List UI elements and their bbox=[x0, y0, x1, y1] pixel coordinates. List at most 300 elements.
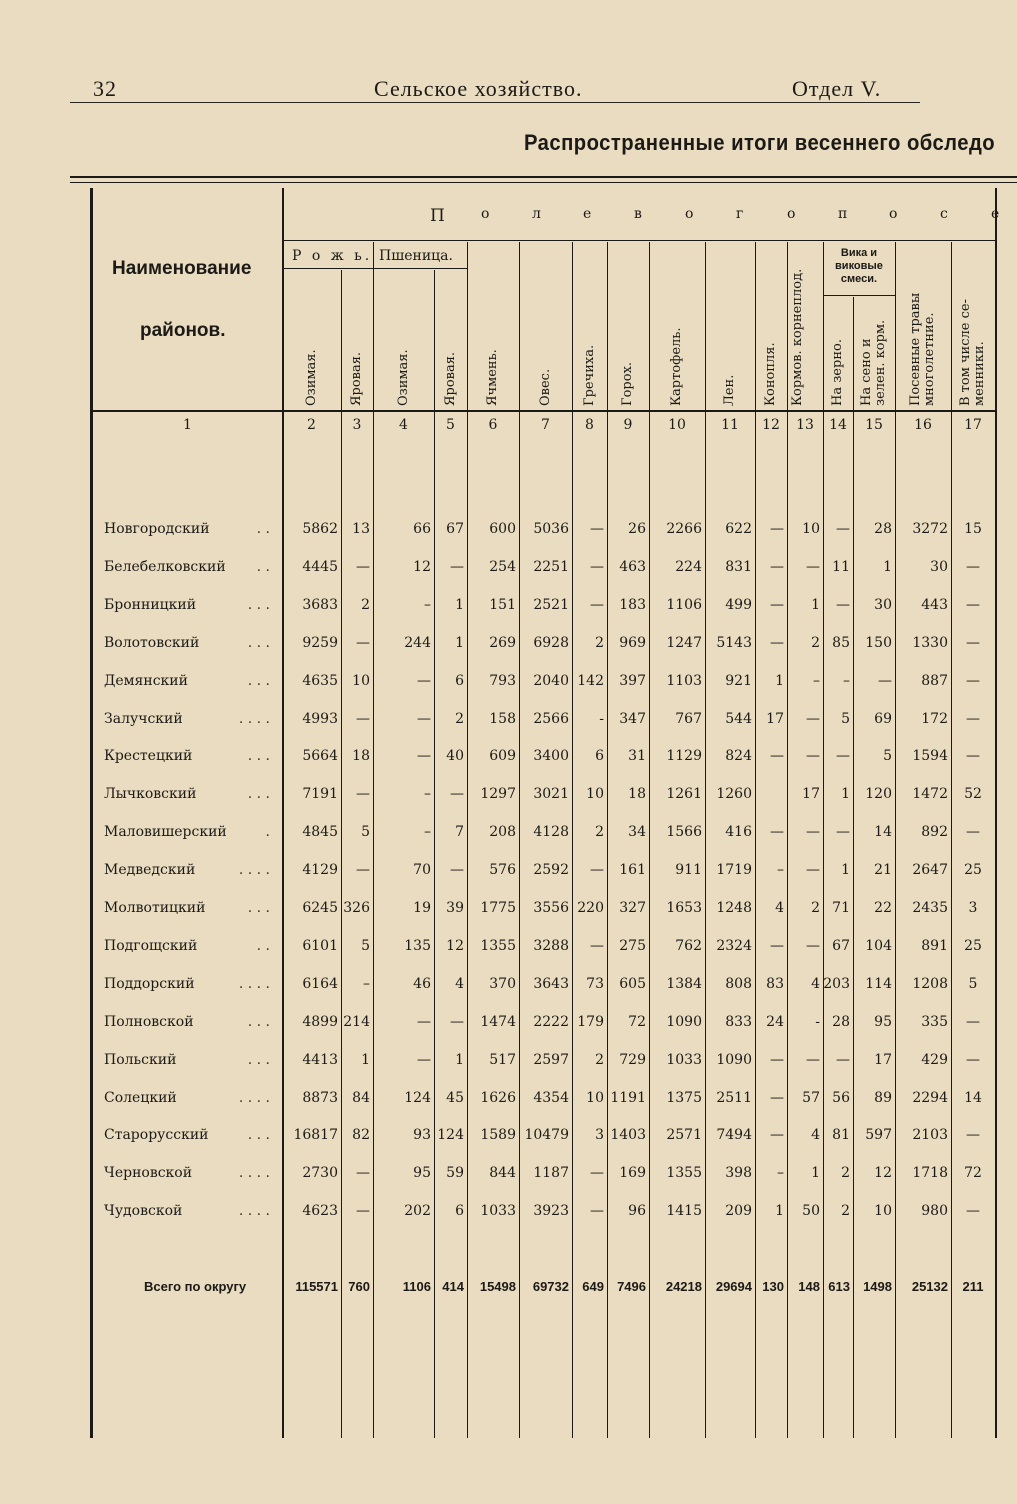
table-cell: 2103 bbox=[912, 1127, 948, 1144]
table-cell: 2294 bbox=[912, 1089, 948, 1106]
leader-dots: . . . bbox=[247, 596, 270, 613]
table-cell: 622 bbox=[725, 521, 752, 537]
table-cell: 5 bbox=[883, 748, 892, 765]
leader-dots: . . . bbox=[247, 786, 270, 803]
table-cell: 114 bbox=[865, 975, 892, 992]
table-cell: 11 bbox=[832, 558, 850, 575]
table-cell: 4993 bbox=[302, 710, 338, 727]
table-cell: 1474 bbox=[480, 1013, 516, 1030]
spread-letter: п bbox=[838, 206, 848, 222]
table-cell: — bbox=[450, 1013, 464, 1030]
table-cell: — bbox=[450, 862, 464, 879]
column-number: 11 bbox=[721, 417, 739, 433]
table-cell: 416 bbox=[725, 824, 752, 841]
table-cell: 1375 bbox=[666, 1089, 702, 1106]
table-cell: 2 bbox=[595, 1051, 604, 1068]
table-row bbox=[0, 635, 1017, 665]
table-cell: 517 bbox=[489, 1051, 516, 1068]
leader-dots: . . bbox=[256, 937, 270, 954]
district-name: Солецкий bbox=[104, 1089, 177, 1106]
table-cell: 1033 bbox=[666, 1051, 702, 1068]
table-cell: 3 bbox=[595, 1127, 604, 1144]
table-cell: — bbox=[806, 862, 820, 879]
table-cell: 40 bbox=[446, 748, 464, 765]
table-cell: 1 bbox=[775, 1203, 784, 1220]
table-cell: 398 bbox=[725, 1165, 752, 1182]
vetch-group-header: Вика и виковые смеси. bbox=[835, 247, 883, 285]
table-cell: — bbox=[966, 748, 980, 765]
table-cell: — bbox=[417, 1013, 431, 1030]
table-cell: — bbox=[356, 558, 370, 575]
table-cell: 4845 bbox=[302, 824, 338, 841]
table-cell: 414 bbox=[442, 1279, 464, 1294]
table-cell: 24 bbox=[766, 1013, 784, 1030]
table-cell: 1106 bbox=[402, 1279, 431, 1294]
table-cell: 5664 bbox=[302, 748, 338, 765]
spread-letter: П bbox=[430, 206, 445, 226]
table-cell: 980 bbox=[921, 1203, 948, 1220]
table-cell: 370 bbox=[489, 975, 516, 992]
column-number: 14 bbox=[829, 417, 847, 433]
table-cell: 327 bbox=[619, 900, 646, 916]
table-cell: 4 bbox=[775, 900, 784, 916]
table-cell: 25 bbox=[964, 862, 982, 879]
table-cell: 104 bbox=[865, 937, 892, 954]
table-cell: 18 bbox=[628, 786, 646, 803]
spread-letter: в bbox=[634, 206, 642, 222]
table-cell: 25132 bbox=[911, 1279, 948, 1294]
table-cell: 120 bbox=[865, 786, 892, 803]
table-cell: — bbox=[836, 596, 850, 613]
table-cell: 1103 bbox=[666, 672, 702, 689]
district-name: Залучский bbox=[104, 710, 183, 727]
table-cell: 1330 bbox=[912, 634, 948, 651]
table-cell: 831 bbox=[725, 558, 752, 575]
table-cell: — bbox=[966, 1203, 980, 1220]
leader-dots: . . . . bbox=[238, 1089, 270, 1106]
table-cell: 1589 bbox=[480, 1127, 516, 1144]
table-cell: 1129 bbox=[666, 748, 702, 765]
column-number: 12 bbox=[762, 417, 780, 433]
column-header: Гречиха. bbox=[581, 344, 597, 406]
leader-dots: . . . . bbox=[238, 1165, 270, 1182]
table-cell: — bbox=[836, 1051, 850, 1068]
table-cell: 203 bbox=[823, 975, 850, 992]
table-cell: — bbox=[966, 1127, 980, 1144]
table-cell: 3556 bbox=[533, 900, 569, 916]
table-cell: 4 bbox=[811, 975, 820, 992]
table-cell: 211 bbox=[962, 1279, 984, 1294]
table-cell: – bbox=[363, 975, 370, 992]
table-cell: 2 bbox=[811, 634, 820, 651]
table-cell: 10 bbox=[802, 521, 820, 537]
table-row bbox=[0, 597, 1017, 627]
table-cell: 844 bbox=[489, 1165, 516, 1182]
table-cell: 93 bbox=[413, 1127, 431, 1144]
table-row bbox=[0, 1127, 1017, 1157]
table-cell: 429 bbox=[921, 1051, 948, 1068]
table-cell: 72 bbox=[964, 1165, 982, 1182]
table-cell: — bbox=[836, 824, 850, 841]
table-cell: 767 bbox=[675, 710, 702, 727]
rye-group-header: Р о ж ь. bbox=[292, 248, 373, 264]
table-cell: 10479 bbox=[524, 1127, 569, 1144]
table-cell: 135 bbox=[404, 937, 431, 954]
leader-dots: . . . . bbox=[238, 1203, 270, 1220]
table-cell: 3400 bbox=[533, 748, 569, 765]
table-cell: 1 bbox=[455, 634, 464, 651]
table-cell: 762 bbox=[675, 937, 702, 954]
table-cell: 969 bbox=[619, 634, 646, 651]
table-cell: 214 bbox=[343, 1013, 370, 1030]
district-name: Белебелковский bbox=[104, 558, 226, 575]
leader-dots: . . . . bbox=[238, 862, 270, 879]
table-row bbox=[0, 1014, 1017, 1044]
table-cell: 254 bbox=[489, 558, 516, 575]
district-name: Полновской bbox=[104, 1013, 194, 1030]
table-cell: 50 bbox=[802, 1203, 820, 1220]
table-cell: 244 bbox=[404, 634, 431, 651]
table-cell: 335 bbox=[921, 1013, 948, 1030]
table-cell: 81 bbox=[832, 1127, 850, 1144]
table-cell: 1355 bbox=[480, 937, 516, 954]
table-cell: 3288 bbox=[533, 937, 569, 954]
column-number: 13 bbox=[796, 417, 814, 433]
column-header: Посевные травы многолетние. bbox=[908, 292, 937, 406]
table-cell: 4128 bbox=[533, 824, 569, 841]
name-column-header-2: районов. bbox=[140, 320, 226, 341]
table-cell: 613 bbox=[828, 1279, 850, 1294]
table-cell: 9259 bbox=[302, 634, 338, 651]
table-cell: 3 bbox=[968, 900, 978, 916]
table-cell: 220 bbox=[577, 900, 604, 916]
group-header-rule bbox=[282, 240, 995, 241]
table-cell: 793 bbox=[489, 672, 516, 689]
table-cell: — bbox=[590, 521, 604, 537]
table-cell: — bbox=[966, 1051, 980, 1068]
table-row bbox=[0, 673, 1017, 703]
table-cell: 84 bbox=[352, 1089, 370, 1106]
table-cell: 2 bbox=[595, 634, 604, 651]
section-title: Сельское хозяйство. bbox=[374, 76, 583, 101]
leader-dots: . . . bbox=[247, 900, 270, 916]
table-cell: 7494 bbox=[716, 1127, 752, 1144]
table-cell: 463 bbox=[619, 558, 646, 575]
table-cell: 31 bbox=[628, 748, 646, 765]
table-cell: 10 bbox=[352, 672, 370, 689]
leader-dots: . . bbox=[256, 558, 270, 575]
table-cell: 4354 bbox=[533, 1089, 569, 1106]
table-cell: 1 bbox=[811, 1165, 820, 1182]
table-cell: 760 bbox=[348, 1279, 370, 1294]
table-cell: 3272 bbox=[912, 521, 948, 537]
column-header: Кормов. корнеплод. bbox=[790, 268, 805, 406]
table-cell: — bbox=[806, 558, 820, 575]
table-cell: 3021 bbox=[533, 786, 569, 803]
table-cell: 85 bbox=[832, 634, 850, 651]
district-name: Поддорский bbox=[104, 975, 195, 992]
table-cell: 2 bbox=[361, 596, 370, 613]
leader-dots: . . . bbox=[247, 1051, 270, 1068]
column-header: Яровая. bbox=[349, 351, 364, 406]
table-cell: — bbox=[878, 672, 892, 689]
table-cell: – bbox=[843, 672, 850, 689]
table-cell: 887 bbox=[921, 672, 948, 689]
table-cell: 729 bbox=[619, 1051, 646, 1068]
district-name: Демянский bbox=[104, 672, 188, 689]
district-name: Новгородский bbox=[104, 521, 210, 537]
table-cell: 3923 bbox=[533, 1203, 569, 1220]
table-cell: — bbox=[770, 1127, 784, 1144]
column-header: Озимая. bbox=[303, 349, 319, 406]
leader-dots: . . . bbox=[247, 1013, 270, 1030]
table-cell: — bbox=[836, 748, 850, 765]
table-cell: 1403 bbox=[610, 1127, 646, 1144]
table-cell: 6928 bbox=[533, 634, 569, 651]
table-cell: 7191 bbox=[302, 786, 338, 803]
table-cell: 6 bbox=[455, 1203, 464, 1220]
table-cell: 130 bbox=[762, 1279, 784, 1294]
table-cell: 95 bbox=[413, 1165, 431, 1182]
table-cell: 142 bbox=[577, 672, 604, 689]
table-row bbox=[0, 1203, 1017, 1233]
table-cell: 29694 bbox=[715, 1279, 752, 1294]
table-cell: 4899 bbox=[302, 1013, 338, 1030]
table-cell: 46 bbox=[413, 975, 431, 992]
table-cell: 14 bbox=[964, 1089, 982, 1106]
table-cell: 4 bbox=[811, 1127, 820, 1144]
table-cell: 66 bbox=[413, 521, 431, 537]
table-cell: 70 bbox=[413, 862, 431, 879]
table-cell: — bbox=[806, 748, 820, 765]
rye-wheat-rule bbox=[282, 268, 467, 269]
spread-letter: е bbox=[991, 206, 1000, 222]
district-name: Крестецкий bbox=[104, 748, 193, 765]
table-cell: 1 bbox=[775, 672, 784, 689]
table-cell: 71 bbox=[832, 900, 850, 916]
table-cell: 1 bbox=[841, 862, 850, 879]
table-cell: – bbox=[813, 672, 820, 689]
table-cell: 2324 bbox=[716, 937, 752, 954]
table-cell: — bbox=[966, 710, 980, 727]
table-cell: 824 bbox=[725, 748, 752, 765]
table-row bbox=[0, 900, 1017, 930]
table-cell: 544 bbox=[725, 710, 752, 727]
table-cell: 8873 bbox=[302, 1089, 338, 1106]
table-cell: 1498 bbox=[863, 1279, 892, 1294]
column-number: 16 bbox=[914, 417, 932, 433]
table-cell: 124 bbox=[404, 1089, 431, 1106]
table-cell: — bbox=[966, 558, 980, 575]
column-number: 2 bbox=[307, 417, 316, 433]
total-row bbox=[0, 1279, 1017, 1309]
table-cell: 224 bbox=[675, 558, 702, 575]
table-cell: — bbox=[417, 710, 431, 727]
table-cell: 605 bbox=[619, 975, 646, 992]
table-cell: 1191 bbox=[610, 1089, 646, 1106]
table-cell: — bbox=[770, 824, 784, 841]
table-cell: 45 bbox=[446, 1089, 464, 1106]
table-row bbox=[0, 559, 1017, 589]
district-name: Волотовский bbox=[104, 634, 200, 651]
table-cell: 17 bbox=[766, 710, 784, 727]
district-name: Маловишерский bbox=[104, 824, 227, 841]
table-cell: 161 bbox=[619, 862, 646, 879]
table-cell: — bbox=[966, 596, 980, 613]
table-cell: 1384 bbox=[666, 975, 702, 992]
table-cell: 891 bbox=[921, 937, 948, 954]
table-cell: 15498 bbox=[479, 1279, 516, 1294]
district-name: Польский bbox=[104, 1051, 177, 1068]
table-cell: 1 bbox=[883, 558, 892, 575]
table-cell: 95 bbox=[874, 1013, 892, 1030]
leader-dots: . bbox=[265, 824, 270, 841]
table-cell: — bbox=[590, 1203, 604, 1220]
table-cell: 1297 bbox=[480, 786, 516, 803]
table-cell: 5862 bbox=[302, 521, 338, 537]
table-cell: 326 bbox=[343, 900, 370, 916]
table-cell: 5 bbox=[361, 824, 370, 841]
table-cell: 1472 bbox=[912, 786, 948, 803]
table-cell: 16817 bbox=[293, 1127, 338, 1144]
table-cell: — bbox=[590, 558, 604, 575]
table-cell: 7496 bbox=[617, 1279, 646, 1294]
leader-dots: . . . bbox=[247, 1127, 270, 1144]
table-cell: 183 bbox=[619, 596, 646, 613]
table-row bbox=[0, 862, 1017, 892]
leader-dots: . . bbox=[256, 521, 270, 537]
table-cell: 2521 bbox=[533, 596, 569, 613]
table-cell: 96 bbox=[628, 1203, 646, 1220]
table-cell: 2 bbox=[455, 710, 464, 727]
table-cell: 649 bbox=[582, 1279, 604, 1294]
table-cell: 26 bbox=[628, 521, 646, 537]
table-cell: 4445 bbox=[302, 558, 338, 575]
table-row bbox=[0, 976, 1017, 1006]
running-head-rule bbox=[70, 102, 920, 103]
district-name: Чудовской bbox=[104, 1203, 183, 1220]
column-number: 8 bbox=[585, 417, 594, 433]
table-cell: 1261 bbox=[666, 786, 702, 803]
table-cell: 28 bbox=[874, 521, 892, 537]
spread-letter: о bbox=[787, 206, 796, 222]
table-cell: 6 bbox=[595, 748, 604, 765]
table-cell: 12 bbox=[413, 558, 431, 575]
table-cell: 1090 bbox=[666, 1013, 702, 1030]
spread-letter: г bbox=[736, 206, 744, 222]
table-cell: 2 bbox=[595, 824, 604, 841]
table-cell: 2 bbox=[811, 900, 820, 916]
table-cell: 15 bbox=[964, 521, 982, 537]
table-cell: – bbox=[777, 862, 784, 879]
table-cell: – bbox=[777, 1165, 784, 1182]
table-cell: 73 bbox=[586, 975, 604, 992]
table-cell: 609 bbox=[489, 748, 516, 765]
table-cell: — bbox=[806, 937, 820, 954]
table-cell: 172 bbox=[921, 710, 948, 727]
table-cell: 67 bbox=[832, 937, 850, 954]
table-cell: — bbox=[806, 1051, 820, 1068]
table-cell: — bbox=[966, 672, 980, 689]
table-cell: 30 bbox=[874, 596, 892, 613]
table-cell: 169 bbox=[619, 1165, 646, 1182]
table-row bbox=[0, 521, 1017, 551]
column-header: Озимая. bbox=[395, 349, 411, 406]
column-number: 3 bbox=[352, 417, 362, 433]
table-cell: 1090 bbox=[716, 1051, 752, 1068]
table-cell: 208 bbox=[489, 824, 516, 841]
table-cell: 6164 bbox=[302, 975, 338, 992]
table-cell: 833 bbox=[725, 1013, 752, 1030]
table-cell: 1594 bbox=[912, 748, 948, 765]
table-cell: 269 bbox=[489, 634, 516, 651]
table-cell: 1718 bbox=[912, 1165, 948, 1182]
table-cell: 911 bbox=[675, 862, 702, 879]
table-cell: — bbox=[770, 1051, 784, 1068]
table-cell: 52 bbox=[964, 786, 982, 803]
leader-dots: . . . . bbox=[238, 975, 270, 992]
table-cell: 2730 bbox=[302, 1165, 338, 1182]
table-cell: 1208 bbox=[912, 975, 948, 992]
table-cell: - bbox=[815, 1013, 820, 1030]
table-cell: 347 bbox=[619, 710, 646, 727]
table-cell: — bbox=[806, 824, 820, 841]
column-header: Яровая. bbox=[442, 351, 458, 406]
table-cell: — bbox=[966, 824, 980, 841]
column-number: 7 bbox=[541, 417, 550, 433]
table-cell: 275 bbox=[619, 937, 646, 954]
table-cell: 10 bbox=[586, 1089, 604, 1106]
table-cell: 89 bbox=[874, 1089, 892, 1106]
table-cell: 10 bbox=[874, 1203, 892, 1220]
table-cell: 28 bbox=[832, 1013, 850, 1030]
top-rule-1 bbox=[70, 176, 1017, 178]
table-cell: 1775 bbox=[480, 900, 516, 916]
table-cell: 1033 bbox=[480, 1203, 516, 1220]
table-cell: 1 bbox=[811, 596, 820, 613]
table-cell: 17 bbox=[874, 1051, 892, 1068]
table-cell: 1626 bbox=[480, 1089, 516, 1106]
table-row bbox=[0, 711, 1017, 741]
table-cell: 1248 bbox=[716, 900, 752, 916]
table-cell: 7 bbox=[455, 824, 464, 841]
column-header: Лен. bbox=[722, 374, 737, 406]
column-number: 9 bbox=[623, 417, 633, 433]
table-cell: 34 bbox=[628, 824, 646, 841]
table-cell: 151 bbox=[489, 596, 516, 613]
table-cell: 5143 bbox=[716, 634, 752, 651]
table-cell: 5 bbox=[968, 975, 978, 992]
table-cell: 6245 bbox=[302, 900, 338, 916]
table-row bbox=[0, 748, 1017, 778]
spread-letter: л bbox=[532, 206, 541, 222]
table-cell: 5036 bbox=[533, 521, 569, 537]
table-cell: — bbox=[770, 596, 784, 613]
table-cell: — bbox=[770, 521, 784, 537]
table-row bbox=[0, 824, 1017, 854]
table-cell: 443 bbox=[921, 596, 948, 613]
leader-dots: . . . bbox=[247, 748, 270, 765]
table-cell: 1106 bbox=[666, 596, 702, 613]
table-cell: 67 bbox=[446, 521, 464, 537]
table-cell: — bbox=[450, 786, 464, 803]
column-header: Ячмень. bbox=[485, 349, 500, 406]
leader-dots: . . . bbox=[247, 672, 270, 689]
table-cell: 2597 bbox=[533, 1051, 569, 1068]
table-cell: 209 bbox=[725, 1203, 752, 1220]
table-cell: 597 bbox=[865, 1127, 892, 1144]
table-cell: — bbox=[806, 710, 820, 727]
